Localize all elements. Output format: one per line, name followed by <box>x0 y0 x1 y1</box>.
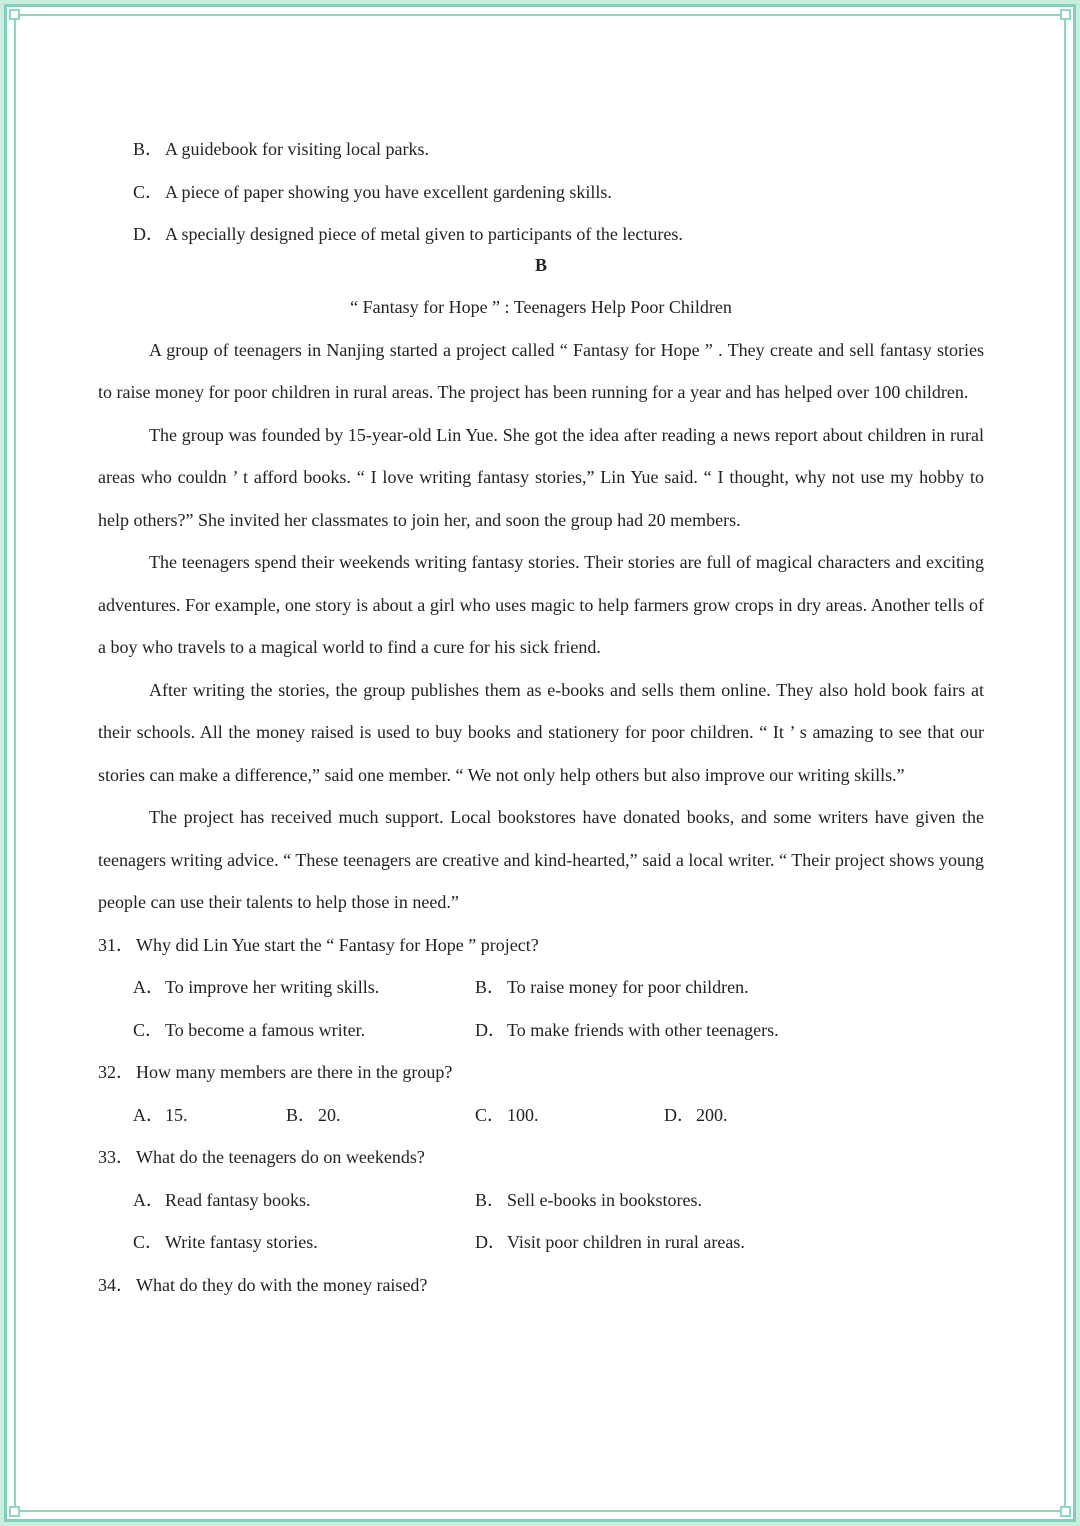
passage-paragraph: After writing the stories, the group publishes them as e-books and sells them online. They also hold book fairs at their schools. All the money raised is used to buy books and stationery for poor children. “ It ’ s amazing to see that our stories can make a difference,” said one member. “ We not only help others but also improve our writing skills.” <box>98 679 984 785</box>
frame-corner-ornament <box>9 9 20 20</box>
question-options-row <box>98 1221 984 1264</box>
frame-corner-ornament <box>1060 9 1071 20</box>
option-a: A．15. <box>133 1104 188 1125</box>
passage-paragraph: The teenagers spend their weekends writing fantasy stories. Their stories are full of magical characters and exciting adventures. For example, one story is about a girl who uses magic to help farmers grow crops in dry areas. Another tells of a boy who travels to a magical world to find a cure for his sick friend. <box>98 552 984 657</box>
option-c: C． To become a famous writer. <box>133 1019 366 1040</box>
frame-corner-ornament <box>1060 1506 1071 1517</box>
question-33: 33． What do the teenagers do on weekends? <box>98 1147 425 1167</box>
frame-corner-ornament <box>9 1506 20 1517</box>
option-c: C． 100. <box>475 1104 539 1125</box>
passage-paragraph: The project has received much support. Local bookstores have donated books, and some writers have given the teenagers writing advice. “ These teenagers are creative and kind-hearted,” said a local writer. “ Their project shows young people can use their talents to help those in need.” <box>98 807 984 912</box>
option-b: B． 20. <box>286 1104 341 1125</box>
option-line: B． A guidebook for visiting local parks. <box>133 139 429 159</box>
option-a: A．To improve her writing skills. <box>133 977 380 997</box>
option-line: C． A piece of paper showing you have excellent gardening skills. <box>133 181 612 202</box>
passage-paragraph: The group was founded by 15-year-old Lin Yue. She got the idea after reading a news report about children in rural areas who couldn ’ t afford books. “ I love writing fantasy stories,” Lin Yue said. “ I thought, why not use my hobby to help others?” She invited her classmates to join her, and soon the group had 20 members. <box>98 424 984 530</box>
question-34: 34． What do they do with the money raised? <box>98 1274 428 1295</box>
option-line: D．A specially designed piece of metal given to participants of the lectures. <box>133 224 683 244</box>
option-b: B． Sell e-books in bookstores. <box>475 1189 702 1210</box>
passage-paragraph: A group of teenagers in Nanjing started a project called “ Fantasy for Hope ” . They create and sell fantasy stories to raise money for poor children in rural areas. The project has been running for a year and has helped over 100 children. <box>98 339 984 402</box>
question-options-row <box>98 1009 984 1052</box>
option-d: D．200. <box>664 1104 728 1125</box>
option-c: C． Write fantasy stories. <box>133 1232 318 1252</box>
section-heading: B <box>534 254 547 275</box>
question-options-row <box>98 1094 984 1137</box>
document-content <box>98 128 984 1306</box>
question-31: 31． Why did Lin Yue start the “ Fantasy for Hope ” project? <box>98 934 539 955</box>
option-d: D．To make friends with other teenagers. <box>475 1019 779 1040</box>
question-options-row <box>98 966 984 1009</box>
question-options-row <box>98 1179 984 1222</box>
option-d: D．Visit poor children in rural areas. <box>475 1232 745 1252</box>
previous-question-options <box>98 128 984 256</box>
passage-title: “ Fantasy for Hope ” : Teenagers Help Poor Children <box>350 297 732 317</box>
option-a: A．Read fantasy books. <box>133 1189 311 1210</box>
question-32: 32． How many members are there in the group? <box>98 1062 453 1082</box>
option-b: B． To raise money for poor children. <box>475 977 749 997</box>
